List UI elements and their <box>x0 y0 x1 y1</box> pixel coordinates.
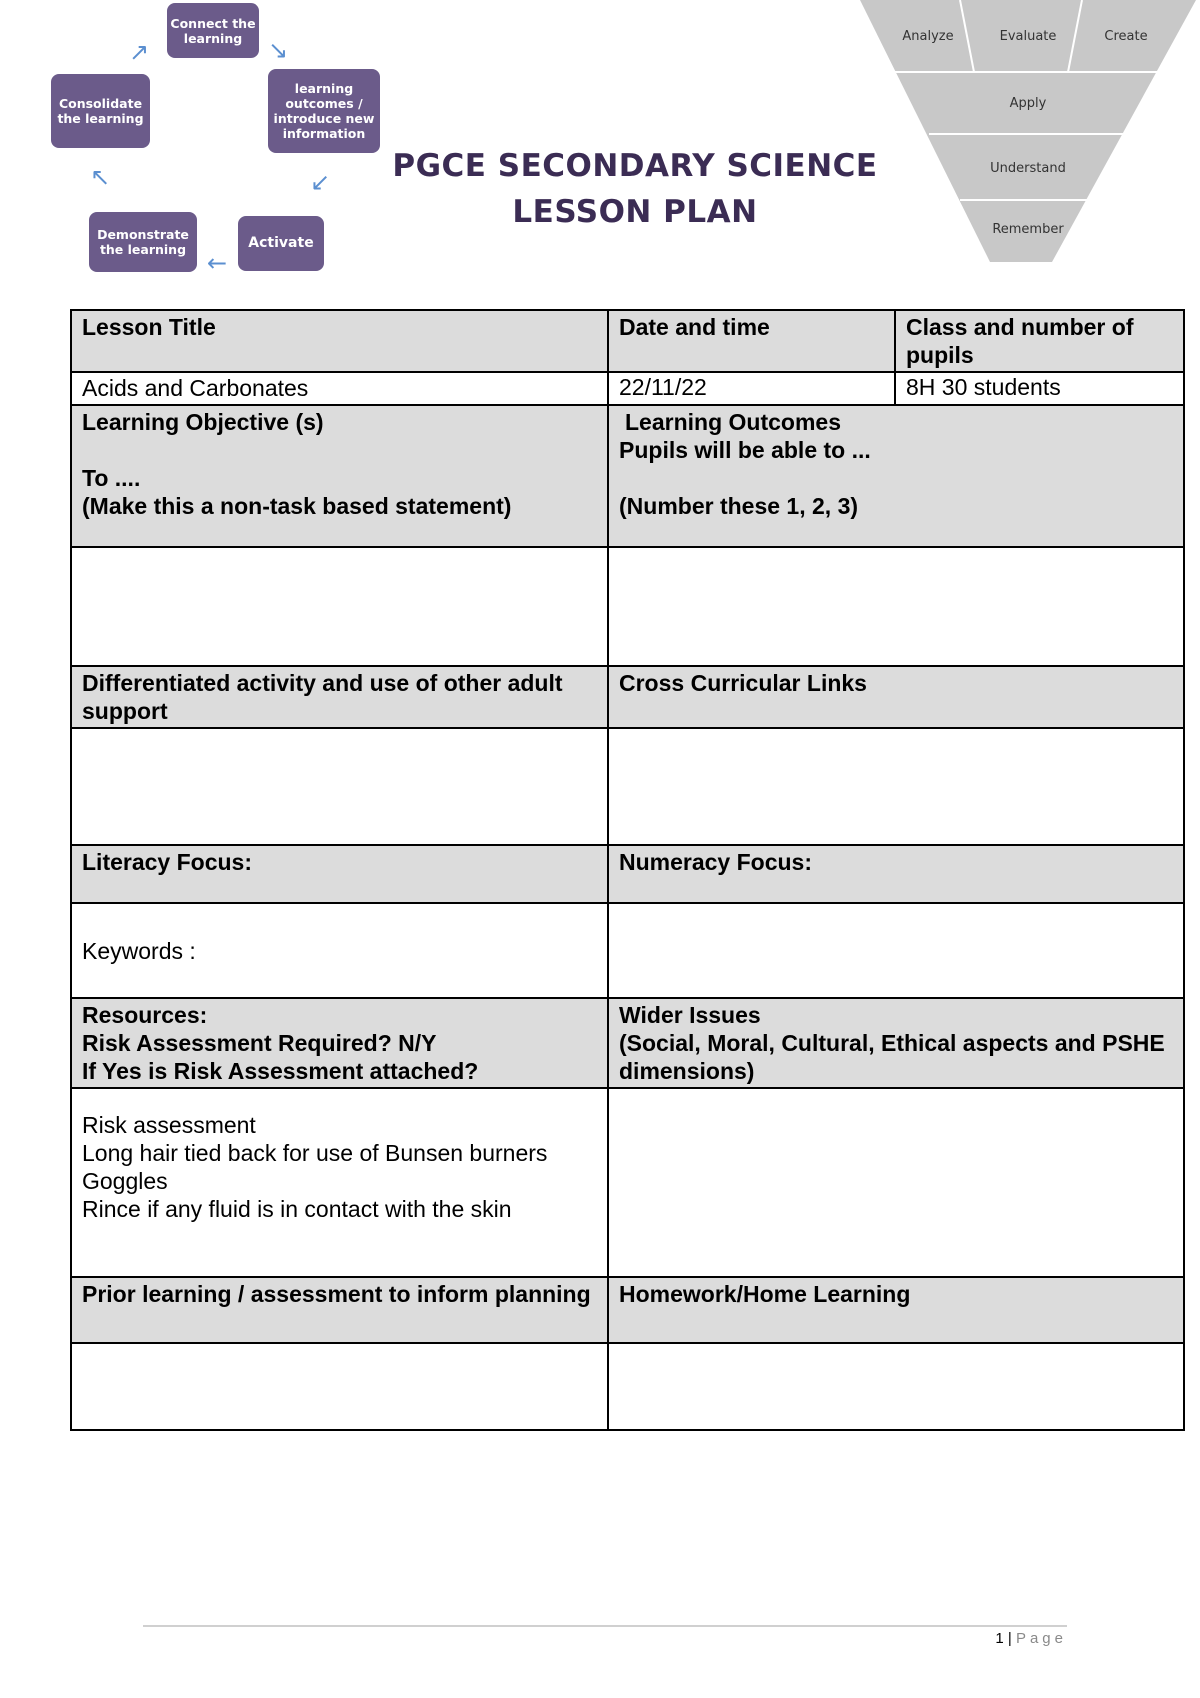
cycle-node-outcomes: learning outcomes / introduce new information <box>268 69 380 153</box>
risk-line: Risk assessment <box>82 1112 256 1138</box>
keywords-label: Keywords : <box>82 937 196 964</box>
footer-divider <box>143 1625 1067 1627</box>
outcomes-sub: Pupils will be able to ... <box>619 437 871 463</box>
wider-issues-label: Wider Issues <box>619 1002 761 1028</box>
title-line-2: LESSON PLAN <box>512 194 758 230</box>
cycle-node-connect: Connect the learning <box>167 3 259 58</box>
page-number-separator: | <box>1007 1630 1012 1647</box>
pyramid-apply-label: Apply <box>1009 96 1047 111</box>
table-row <box>71 1088 1184 1277</box>
table-row <box>71 310 1184 372</box>
lesson-title-value[interactable]: Acids and Carbonates <box>71 372 608 405</box>
learning-objective-header <box>71 405 608 547</box>
page-word: Page <box>1015 1630 1067 1647</box>
table-row <box>71 666 1184 728</box>
learning-outcomes-field[interactable] <box>608 547 1184 666</box>
pyramid-understand-label: Understand <box>990 161 1066 176</box>
objective-to: To .... <box>82 465 141 491</box>
cycle-node-demonstrate: Demonstrate the learning <box>89 212 197 272</box>
risk-line: Goggles <box>82 1168 168 1194</box>
numeracy-focus-field[interactable] <box>608 903 1184 998</box>
learning-objective-field[interactable] <box>71 547 608 666</box>
class-pupils-header: Class and number of pupils <box>895 310 1184 372</box>
numeracy-focus-header: Numeracy Focus: <box>608 845 1184 903</box>
cross-curricular-field[interactable] <box>608 728 1184 845</box>
learning-cycle-diagram <box>0 0 400 290</box>
date-time-header: Date and time <box>608 310 895 372</box>
date-time-value[interactable]: 22/11/22 <box>608 372 895 405</box>
objective-note: (Make this a non-task based statement) <box>82 493 512 519</box>
differentiated-field[interactable] <box>71 728 608 845</box>
page-number <box>995 1630 1067 1647</box>
homework-header: Homework/Home Learning <box>608 1277 1184 1343</box>
arrow-down-left-icon: ↙ <box>310 168 331 196</box>
pyramid-create-label: Create <box>1104 29 1148 44</box>
lesson-title-header: Lesson Title <box>71 310 608 372</box>
document-title <box>375 143 895 235</box>
literacy-focus-field[interactable] <box>71 903 608 998</box>
table-row <box>71 1343 1184 1430</box>
wider-issues-sub: (Social, Moral, Cultural, Ethical aspects and PSHE dimensions) <box>619 1030 1165 1084</box>
table-row <box>71 547 1184 666</box>
lesson-plan-table <box>70 309 1185 1431</box>
learning-outcomes-header <box>608 405 1184 547</box>
arrow-left-icon: ← <box>207 249 228 277</box>
table-row <box>71 998 1184 1088</box>
wider-issues-header <box>608 998 1184 1088</box>
risk-line: Rince if any fluid is in contact with the skin <box>82 1196 512 1222</box>
pyramid-evaluate-label: Evaluate <box>999 29 1057 44</box>
resources-label: Resources: <box>82 1002 208 1028</box>
blooms-pyramid <box>856 0 1196 265</box>
pyramid-analyze-label: Analyze <box>902 29 954 44</box>
literacy-focus-header: Literacy Focus: <box>71 845 608 903</box>
cross-curricular-header: Cross Curricular Links <box>608 666 1184 728</box>
arrow-up-right-icon: ↗ <box>129 38 150 66</box>
pyramid-remember-label: Remember <box>992 222 1064 237</box>
class-pupils-value[interactable]: 8H 30 students <box>895 372 1184 405</box>
table-row <box>71 1277 1184 1343</box>
table-row <box>71 372 1184 405</box>
wider-issues-field[interactable] <box>608 1088 1184 1277</box>
table-row <box>71 845 1184 903</box>
table-row <box>71 728 1184 845</box>
cycle-node-consolidate: Consolidate the learning <box>51 74 150 148</box>
prior-learning-header: Prior learning / assessment to inform planning <box>71 1277 608 1343</box>
table-row <box>71 903 1184 998</box>
arrow-up-left-icon: ↖ <box>90 163 111 191</box>
outcomes-label: Learning Outcomes <box>625 409 841 435</box>
prior-learning-field[interactable] <box>71 1343 608 1430</box>
objective-label: Learning Objective (s) <box>82 409 324 435</box>
resources-header <box>71 998 608 1088</box>
risk-attached-label: If Yes is Risk Assessment attached? <box>82 1058 479 1084</box>
outcomes-note: (Number these 1, 2, 3) <box>619 493 859 519</box>
risk-line: Long hair tied back for use of Bunsen burners <box>82 1140 548 1166</box>
cycle-node-activate: Activate <box>238 216 324 271</box>
arrow-down-right-icon: ↘ <box>268 36 289 64</box>
title-line-1: PGCE SECONDARY SCIENCE <box>392 148 878 184</box>
resources-field[interactable] <box>71 1088 608 1277</box>
risk-required-label: Risk Assessment Required? N/Y <box>82 1030 437 1056</box>
homework-field[interactable] <box>608 1343 1184 1430</box>
differentiated-header: Differentiated activity and use of other adult support <box>71 666 608 728</box>
page-number-value: 1 <box>995 1630 1004 1647</box>
table-row <box>71 405 1184 547</box>
